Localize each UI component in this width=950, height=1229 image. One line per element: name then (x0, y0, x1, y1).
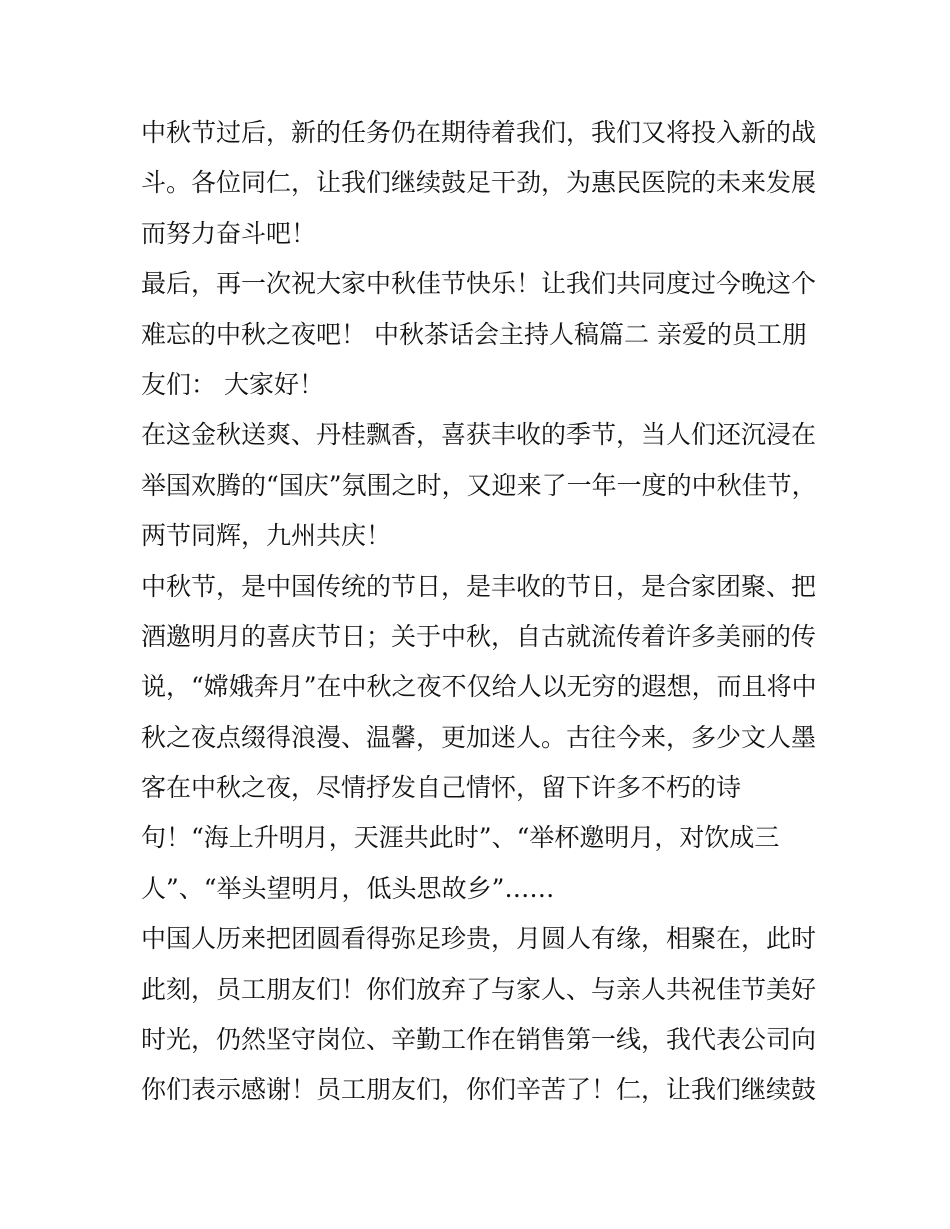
text-line: 在这金秋送爽、丹桂飘香，喜获丰收的季节，当人们还沉浸在 (141, 420, 817, 450)
text-line: 秋之夜点缀得浪漫、温馨，更加迷人。古往今来，多少文人墨 (141, 722, 817, 752)
text-line: 句！“海上升明月，天涯共此时”、“举杯邀明月，对饮成三 (141, 823, 780, 853)
text-line: 人”、“举头望明月，低头思故乡”…… (141, 873, 555, 903)
text-line: 说，“嫦娥奔月”在中秋之夜不仅给人以无穷的遐想，而且将中 (141, 672, 817, 702)
text-line: 最后，再一次祝大家中秋佳节快乐！让我们共同度过今晚这个 (141, 269, 817, 299)
text-line: 中国人历来把团圆看得弥足珍贵，月圆人有缘，相聚在，此时 (141, 924, 817, 954)
body-text (141, 108, 817, 1116)
text-line: 此刻，员工朋友们！你们放弃了与家人、与亲人共祝佳节美好 (141, 974, 817, 1004)
text-line: 两节同辉，九州共庆！ (141, 521, 392, 551)
text-line: 酒邀明月的喜庆节日；关于中秋，自古就流传着许多美丽的传 (141, 621, 817, 651)
text-line: 举国欢腾的“国庆”氛围之时，又迎来了一年一度的中秋佳节， (141, 470, 817, 500)
text-line: 你们表示感谢！员工朋友们，你们辛苦了！仁，让我们继续鼓 (141, 1075, 817, 1105)
text-line: 而努力奋斗吧！ (141, 218, 317, 248)
text-line: 中秋节，是中国传统的节日，是丰收的节日，是合家团聚、把 (141, 571, 817, 601)
text-line: 斗。各位同仁，让我们继续鼓足干劲，为惠民医院的未来发展 (141, 168, 817, 198)
text-line: 友们： 大家好！ (141, 369, 324, 399)
text-line: 难忘的中秋之夜吧！ 中秋茶话会主持人稿篇二 亲爱的员工朋 (141, 319, 807, 349)
text-line: 中秋节过后，新的任务仍在期待着我们，我们又将投入新的战 (141, 118, 817, 147)
text-line: 时光，仍然坚守岗位、辛勤工作在销售第一线，我代表公司向 (141, 1025, 817, 1055)
text-line: 客在中秋之夜，尽情抒发自己情怀，留下许多不朽的诗 (141, 773, 742, 803)
